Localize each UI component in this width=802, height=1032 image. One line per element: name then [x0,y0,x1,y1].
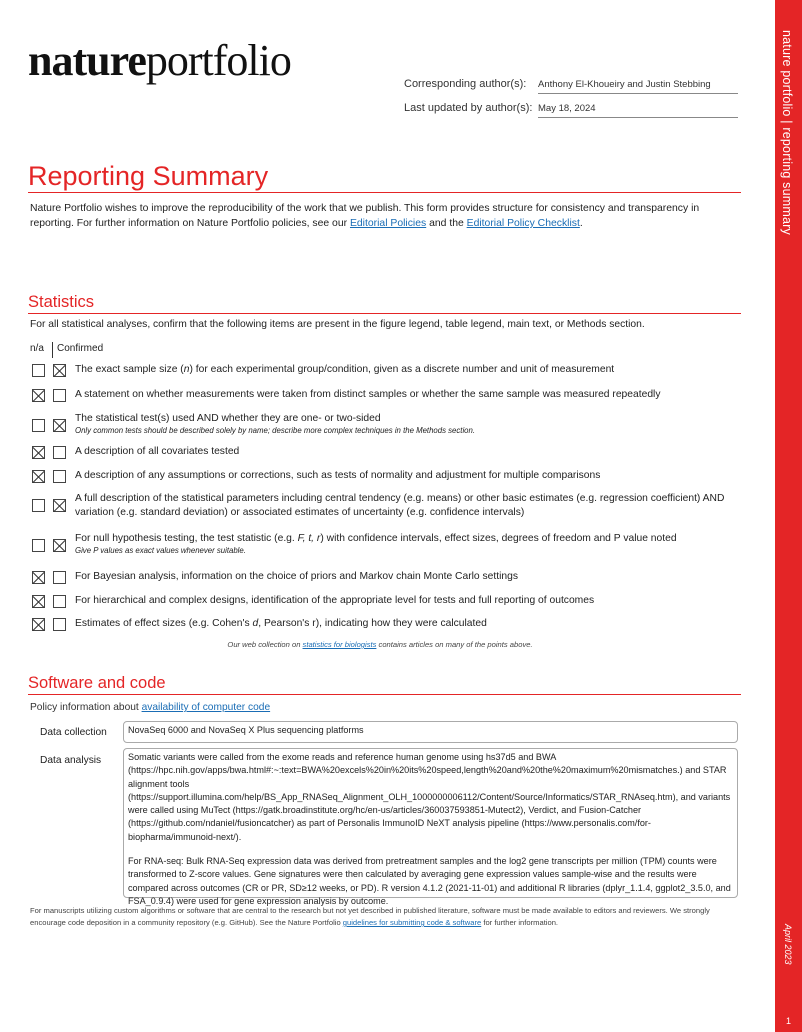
na-checkbox[interactable] [32,364,45,377]
checklist-item-text [75,469,743,483]
confirmed-checkbox[interactable] [53,595,66,608]
checklist-item-text [75,388,743,402]
intro-text-2: and the [426,218,467,229]
confirmed-column-label: Confirmed [52,342,103,358]
data-analysis-field[interactable] [123,748,738,906]
na-checkbox[interactable] [32,446,45,459]
data-analysis-label: Data analysis [40,755,102,766]
footnote-text-2: for further information. [481,918,559,927]
item-text-tail: ) with confidence intervals, effect sizes, degrees of freedom and P value noted [320,533,677,544]
item-text: A statement on whether measurements were taken from distinct samples or whether the same sample was measured repeatedly [75,389,661,400]
confirmed-checkbox[interactable] [53,419,66,432]
checklist-header [30,343,104,354]
item-text: For hierarchical and complex designs, identification of the appropriate level for tests and full reporting of outcomes [75,595,595,606]
logo-bold: nature [28,36,146,85]
item-text: A full description of the statistical parameters including central tendency (e.g. means) or other basic estimates (e.g. regression coefficient) AND variation (e.g. standard deviation) or associated estimates of uncertainty (e.g. confidence intervals) [75,493,725,518]
checklist-item-text [75,532,743,556]
item-italic: d [252,618,259,629]
na-checkbox[interactable] [32,470,45,483]
page-number: 1 [786,1016,792,1026]
item-text: For Bayesian analysis, information on the choice of priors and Markov chain Monte Carlo settings [75,571,518,582]
na-checkbox[interactable] [32,595,45,608]
confirmed-checkbox[interactable] [53,364,66,377]
data-collection-label: Data collection [40,727,107,738]
item-italic: n [183,364,190,375]
code-policy [30,702,270,713]
confirmed-checkbox[interactable] [53,499,66,512]
item-text-tail: ) for each experimental group/condition, given as a discrete number and unit of measurement [189,364,615,375]
statistics-lead: For all statistical analyses, confirm that the following items are present in the figure legend, table legend, main text, or Methods section. [30,319,645,330]
na-column-label: n/a [30,343,44,354]
title-rule [28,192,741,193]
statistics-heading: Statistics [28,293,95,311]
intro-text-1: Nature Portfolio wishes to improve the reproducibility of the work that we publish. This form provides structure for consistency and transparency in reporting. For further information on Nature Portfolio policies, see our [30,203,700,229]
code-guidelines-link[interactable]: guidelines for submitting code & software [342,918,482,927]
authors-label: Corresponding author(s): [404,78,527,90]
page-title: Reporting Summary [28,161,269,191]
code-availability-link[interactable]: availability of computer code [141,702,271,713]
software-heading: Software and code [28,674,166,692]
authors-row [404,78,711,90]
statistics-link[interactable]: statistics for biologists [302,640,377,649]
na-checkbox[interactable] [32,389,45,402]
checklist-item-text [75,445,743,459]
footnote-text-1: For manuscripts utilizing custom algorithms or software that are central to the research but not yet described in published literature, software must be made available to editors and reviewers. We strongly encourage code deposition in a community repository (e.g. GitHub). See the Nature Portfolio [30,906,710,927]
item-text: The exact sample size ( [75,364,184,375]
item-text: A description of any assumptions or corrections, such as tests of normality and adjustment for multiple comparisons [75,470,601,481]
item-note: Only common tests should be described solely by name; describe more complex techniques in the Methods section. [75,426,476,435]
policy-text: Policy information about [30,702,142,713]
checklist-item-text [75,617,743,631]
web-collection-note [0,640,760,649]
data-collection-value: NovaSeq 6000 and NovaSeq X Plus sequencing platforms [128,725,364,735]
data-analysis-paragraph-2: For RNA-seq: Bulk RNA-Seq expression data was derived from pretreatment samples and the log2 gene transcripts per million (TPM) counts were transformed to Z-score values. Gene signatures were then calculated by averaging gene expression values sample-wise and the results were compared across outcomes (CR or PR, SD≥12 weeks, or PD). R version 4.1.2 (2021-11-01) and additional R libraries (dplyr_1.1.4, ggplot2_3.5.0, and FSA_0.9.4) were used for gene expression analysis by outcome. [128,856,731,906]
software-rule [28,694,741,695]
na-checkbox[interactable] [32,539,45,552]
item-text-tail: , Pearson's r), indicating how they were calculated [258,618,487,629]
editorial-policies-link[interactable]: Editorial Policies [349,218,427,229]
na-checkbox[interactable] [32,419,45,432]
sidebar-label: nature portfolio | reporting summary [780,30,794,235]
updated-row [404,102,596,114]
confirmed-checkbox[interactable] [53,571,66,584]
web-note-text-2: contains articles on many of the points above. [376,640,533,649]
na-checkbox[interactable] [32,618,45,631]
confirmed-checkbox[interactable] [53,470,66,483]
sidebar-date: April 2023 [783,924,793,965]
na-checkbox[interactable] [32,571,45,584]
nature-portfolio-logo [28,36,291,86]
sidebar-band [775,0,802,1032]
checklist-item-text [75,594,743,608]
logo-regular: portfolio [145,36,291,85]
checklist-item-text [75,363,743,377]
checklist-item-text [75,492,743,520]
checklist-item-text [75,412,743,436]
confirmed-checkbox[interactable] [53,539,66,552]
confirmed-checkbox[interactable] [53,389,66,402]
item-italic: F, t, r [297,533,321,544]
code-footnote [30,905,742,929]
confirmed-checkbox[interactable] [53,618,66,631]
checklist-item-text [75,570,743,584]
item-text: Estimates of effect sizes (e.g. Cohen's [75,618,253,629]
editorial-checklist-link[interactable]: Editorial Policy Checklist [466,218,580,229]
intro-paragraph [30,201,736,231]
item-note: Give P values as exact values whenever suitable. [75,546,246,555]
data-collection-field[interactable] [123,721,738,743]
intro-text-3: . [579,218,583,229]
updated-value: May 18, 2024 [538,103,738,118]
item-text: For null hypothesis testing, the test statistic (e.g. [75,533,298,544]
data-analysis-paragraph-1: Somatic variants were called from the exome reads and reference human genome using hs37d5 and BWA (https://hpc.nih.gov/apps/bwa.html#:~:text=BWA%20excels%20in%20its%20speed,length%20and%20the%20maximum%20mismatches.) and STAR alignment tools (https://support.illumina.com/help/BS_App_RNASeq_Alignment_OLH_1000000006112/Content/Source/Informatics/STAR_RNAseq.htm), and variants were called using MuTect (https://gatk.broadinstitute.org/hc/en-us/articles/360037593851-Mutect2), Verdict, and Fusion-Catcher (https://github.com/ndaniel/fusioncatcher) as part of Personalis ImmunoID NeXT analysis pipeline (https://www.personalis.com/for-biopharma/immunoid-next/). [128,752,731,842]
updated-label: Last updated by author(s): [404,102,533,114]
web-note-text-1: Our web collection on [227,640,303,649]
authors-value: Anthony El-Khoueiry and Justin Stebbing [538,79,738,94]
statistics-rule [28,313,741,314]
item-text: A description of all covariates tested [75,446,240,457]
confirmed-checkbox[interactable] [53,446,66,459]
item-text: The statistical test(s) used AND whether they are one- or two-sided [75,413,381,424]
na-checkbox[interactable] [32,499,45,512]
